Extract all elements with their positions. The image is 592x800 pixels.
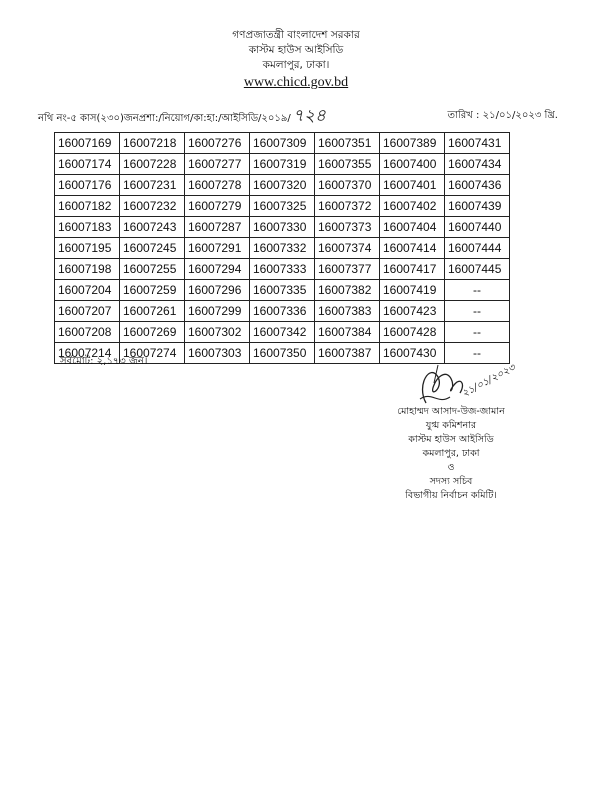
roll-number-cell: 16007330 [250,217,315,238]
roll-number-cell: 16007372 [315,196,380,217]
signature-date: ২১/০১/২০২৩ [460,362,518,400]
roll-number-cell: 16007419 [380,280,445,301]
roll-number-cell: 16007309 [250,133,315,154]
roll-number-cell: 16007276 [185,133,250,154]
table-row [55,175,510,196]
table-row [55,238,510,259]
roll-number-cell: 16007231 [120,175,185,196]
roll-number-cell: 16007351 [315,133,380,154]
roll-number-cell: 16007428 [380,322,445,343]
roll-number-cell: 16007382 [315,280,380,301]
roll-number-cell: 16007414 [380,238,445,259]
memo-date: তারিখ : ২১/০১/২০২৩ খ্রি. [447,110,558,121]
roll-number-cell: 16007277 [185,154,250,175]
roll-number-cell: 16007207 [55,301,120,322]
roll-number-cell: -- [445,322,510,343]
roll-number-cell: 16007355 [315,154,380,175]
roll-number-cell: 16007269 [120,322,185,343]
roll-number-cell: 16007336 [250,301,315,322]
signatory-conjunction: ও [447,462,455,473]
roll-number-cell: 16007198 [55,259,120,280]
roll-number-cell: 16007278 [185,175,250,196]
roll-number-cell: 16007434 [445,154,510,175]
table-row [55,217,510,238]
roll-number-cell: 16007245 [120,238,185,259]
roll-number-cell: 16007350 [250,343,315,364]
roll-number-cell: 16007440 [445,217,510,238]
roll-number-cell: 16007176 [55,175,120,196]
table-row [55,301,510,322]
roll-number-cell: 16007279 [185,196,250,217]
roll-number-cell: 16007204 [55,280,120,301]
signatory-role: সদস্য সচিব [429,476,473,487]
signatory-designation: যুগ্ম কমিশনার [425,420,477,431]
roll-number-cell: 16007169 [55,133,120,154]
roll-number-cell: 16007261 [120,301,185,322]
roll-number-cell: 16007299 [185,301,250,322]
table-row [55,133,510,154]
roll-number-cell: 16007400 [380,154,445,175]
roll-number-cell: 16007335 [250,280,315,301]
roll-number-cell: 16007417 [380,259,445,280]
roll-number-cell: -- [445,280,510,301]
signatory-name: মোহাম্মদ আসাদ-উজ-জামান [397,406,505,417]
total-count: সর্বমোট: ২,১৭৩ জন। [60,356,148,367]
roll-number-cell: 16007182 [55,196,120,217]
roll-number-cell: 16007373 [315,217,380,238]
table-row [55,322,510,343]
table-row [55,259,510,280]
roll-number-cell: 16007218 [120,133,185,154]
roll-number-cell: 16007232 [120,196,185,217]
roll-number-cell: 16007195 [55,238,120,259]
table-row [55,280,510,301]
roll-number-cell: 16007387 [315,343,380,364]
roll-number-cell: 16007389 [380,133,445,154]
roll-number-cell: -- [445,301,510,322]
roll-number-cell: 16007444 [445,238,510,259]
government-name: গণপ্রজাতন্ত্রী বাংলাদেশ সরকার [232,29,360,41]
memo-number [38,108,326,127]
table-row [55,196,510,217]
roll-number-cell: 16007296 [185,280,250,301]
roll-number-cell: 16007383 [315,301,380,322]
roll-number-cell: 16007183 [55,217,120,238]
roll-number-cell: 16007342 [250,322,315,343]
signatory-location: কমলাপুর, ঢাকা [422,448,480,459]
roll-number-cell: 16007332 [250,238,315,259]
signatory-block [376,405,526,503]
table-row [55,154,510,175]
roll-number-cell: 16007436 [445,175,510,196]
roll-number-cell: 16007243 [120,217,185,238]
roll-number-cell: 16007377 [315,259,380,280]
roll-number-cell: 16007274 [120,343,185,364]
roll-number-cell: 16007259 [120,280,185,301]
roll-number-cell: 16007404 [380,217,445,238]
memo-handwritten-number: ৭২৪ [292,106,326,126]
office-location: কমলাপুর, ঢাকা। [262,59,330,71]
roll-number-cell: 16007374 [315,238,380,259]
office-name: কাস্টম হাউস আইসিডি [248,44,344,56]
roll-number-cell: 16007401 [380,175,445,196]
roll-number-cell: 16007208 [55,322,120,343]
roll-number-cell: 16007384 [315,322,380,343]
website-link[interactable]: www.chicd.gov.bd [243,75,349,90]
roll-number-cell: 16007320 [250,175,315,196]
roll-number-cell: 16007430 [380,343,445,364]
letterhead [0,28,592,91]
roll-number-cell: 16007302 [185,322,250,343]
roll-number-cell: 16007255 [120,259,185,280]
signatory-committee: বিভাগীয় নির্বাচন কমিটি। [405,490,497,501]
roll-number-cell: 16007431 [445,133,510,154]
roll-table-body [55,133,510,364]
signatory-office: কাস্টম হাউস আইসিডি [408,434,494,445]
roll-number-cell: 16007445 [445,259,510,280]
roll-number-cell: -- [445,343,510,364]
roll-number-cell: 16007325 [250,196,315,217]
roll-number-cell: 16007423 [380,301,445,322]
roll-number-cell: 16007174 [55,154,120,175]
roll-number-cell: 16007333 [250,259,315,280]
roll-number-cell: 16007294 [185,259,250,280]
roll-number-cell: 16007287 [185,217,250,238]
memo-number-text: নথি নং-৫ কাস(২৩০)জনপ্রশা:/নিয়োগ/কা:হা:/আইসিডি/২০১৯/ [38,113,291,124]
roll-number-cell: 16007402 [380,196,445,217]
roll-number-cell: 16007214 [55,343,120,364]
roll-number-cell: 16007291 [185,238,250,259]
roll-table-container [54,132,510,364]
roll-number-table [54,132,510,364]
roll-number-cell: 16007370 [315,175,380,196]
roll-number-cell: 16007439 [445,196,510,217]
roll-number-cell: 16007303 [185,343,250,364]
roll-number-cell: 16007228 [120,154,185,175]
roll-number-cell: 16007319 [250,154,315,175]
signature-image [408,355,518,410]
